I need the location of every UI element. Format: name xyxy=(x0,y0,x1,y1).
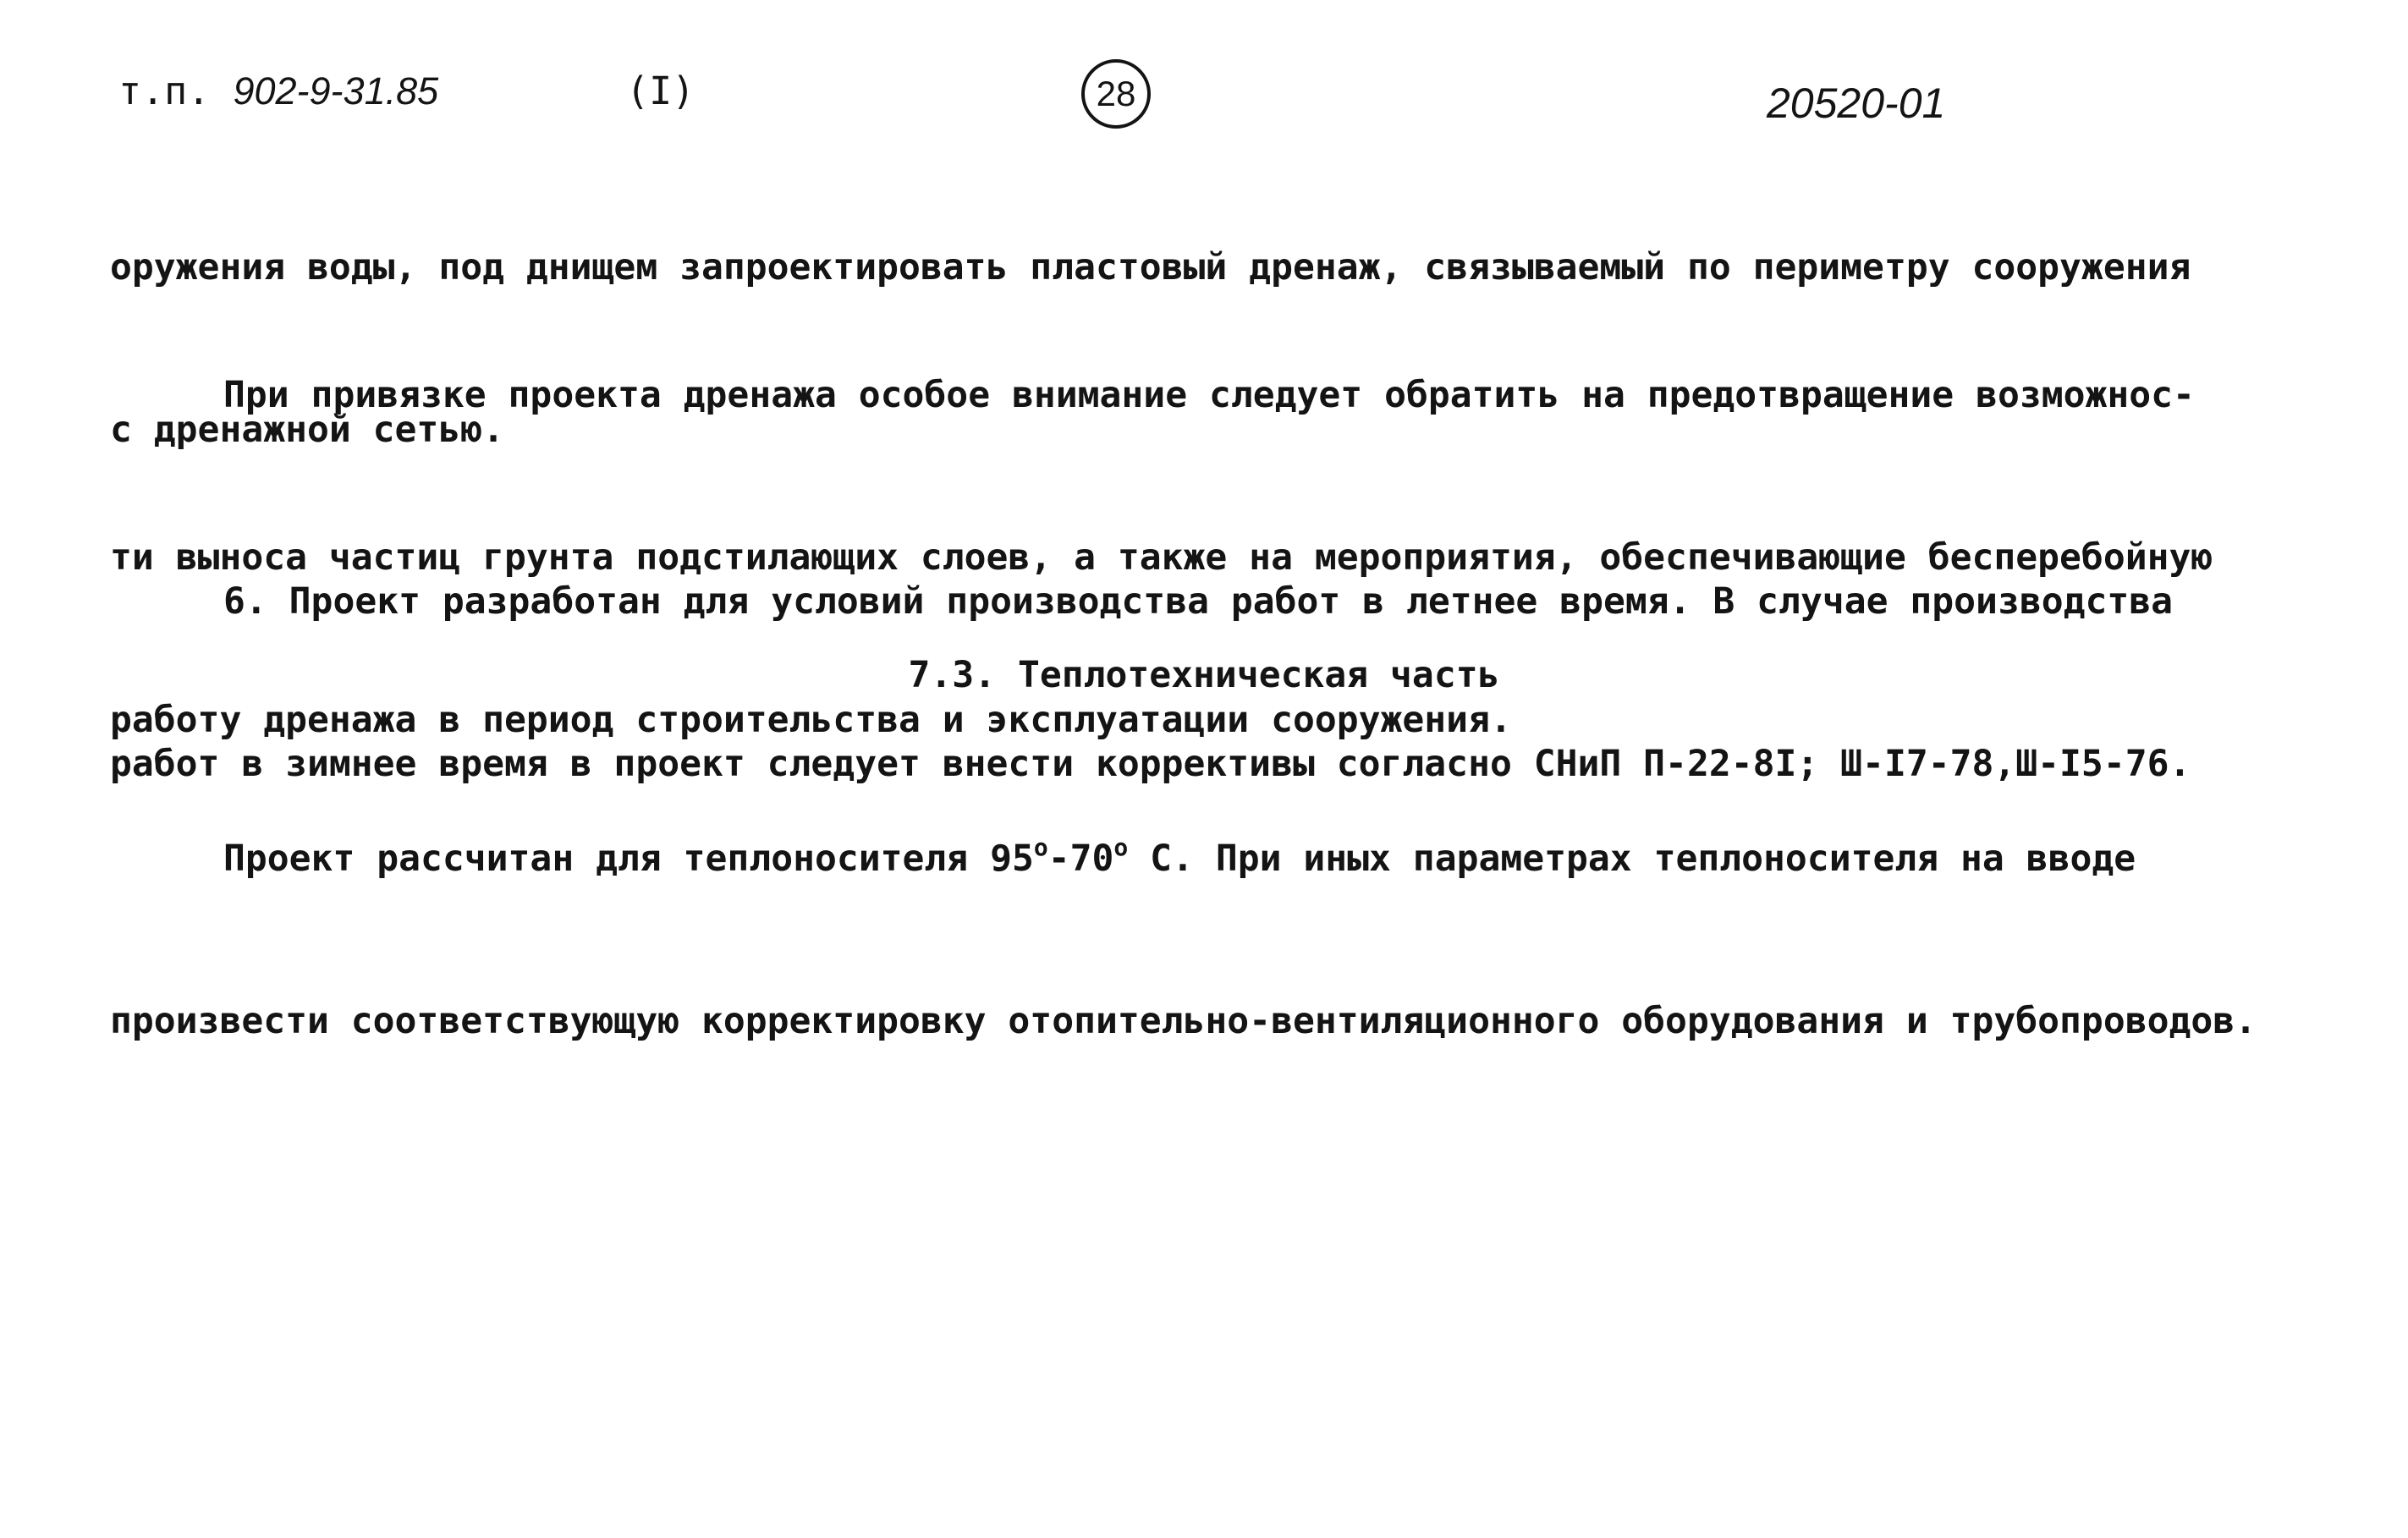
paragraph-heat-engineering xyxy=(110,723,2310,1156)
document-code xyxy=(118,66,438,117)
paragraph-line: 6. Проект разработан для условий производства работ в летнее время. В случае производства xyxy=(223,580,2174,623)
document-code-number: 902-9-31.85 xyxy=(233,69,439,113)
paragraph-line: произвести соответствующую корректировку отопительно-вентиляционного оборудования и трубопроводов. xyxy=(110,1000,2257,1042)
text-run: Проект рассчитан для теплоносителя 95 xyxy=(223,838,1034,880)
paragraph-line: с дренажной сетью. xyxy=(110,409,504,451)
text-run: -70 xyxy=(1047,838,1114,880)
paragraph-line: работ в зимнее время в проект следует внести коррективы согласно СНиП П-22-8I; Ш-I7-78,Ш-I5-76. xyxy=(110,743,2191,785)
paragraph-line: оружения воды, под днищем запроектировать пластовый дренаж, связываемый по периметру сооружения xyxy=(110,246,2191,288)
paragraph-line xyxy=(110,832,2310,886)
paragraph-line: При привязке проекта дренажа особое внимание следует обратить на предотвращение возможнос- xyxy=(223,374,2195,416)
text-run: С. При иных параметрах теплоносителя на вводе xyxy=(1128,838,2136,880)
page-number-circle: 28 xyxy=(1081,59,1151,129)
degree-mark: о xyxy=(1033,833,1048,861)
document-code-prefix: т.п. xyxy=(118,69,211,113)
paragraph-line: работу дренажа в период строительства и эксплуатации сооружения. xyxy=(110,699,1512,741)
paragraph-line: ти выноса частиц грунта подстилающих слоев, а также на мероприятия, обеспечивающие бесперебойную xyxy=(110,536,2213,579)
degree-mark: о xyxy=(1113,833,1129,861)
archive-number: 20520-01 xyxy=(1767,80,1946,127)
document-part: (I) xyxy=(626,69,695,113)
section-heading: 7.3. Теплотехническая часть xyxy=(908,654,1500,696)
